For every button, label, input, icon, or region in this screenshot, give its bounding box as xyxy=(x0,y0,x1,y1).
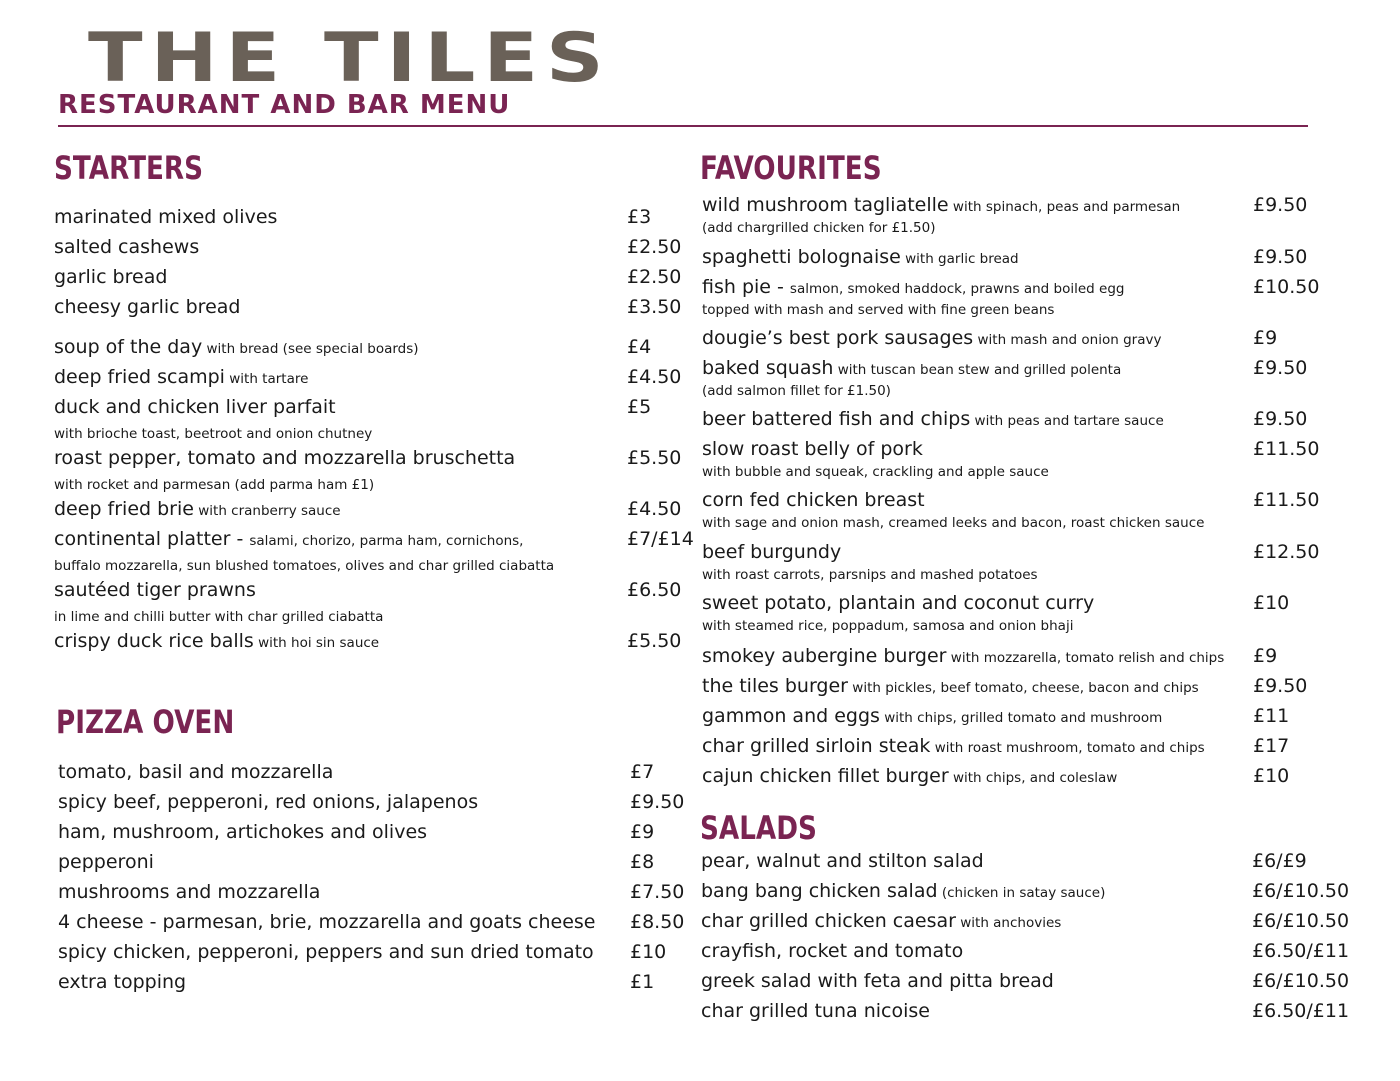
item-price: £1 xyxy=(630,971,655,993)
item-price: £11.50 xyxy=(1253,489,1320,511)
item-description: salami, chorizo, parma ham, cornichons, xyxy=(249,533,524,549)
item-name: sweet potato, plantain and coconut curry xyxy=(702,592,1095,614)
item-name: spaghetti bolognaise xyxy=(702,246,901,268)
item-price: £6/£10.50 xyxy=(1252,910,1350,932)
item-subtext: in lime and chilli butter with char grilled ciabatta xyxy=(54,609,384,625)
item-name: roast pepper, tomato and mozzarella bruschetta xyxy=(54,447,516,469)
item-subtext: (add salmon fillet for £1.50) xyxy=(702,383,891,399)
item-price: £2.50 xyxy=(627,236,682,258)
item-name: sautéed tiger prawns xyxy=(54,579,256,601)
menu-item xyxy=(702,763,1117,789)
item-name: corn fed chicken breast xyxy=(702,489,925,511)
item-name: char grilled chicken caesar xyxy=(701,910,956,932)
item-price: £9.50 xyxy=(630,791,685,813)
item-price: £5.50 xyxy=(627,447,682,469)
item-subtext: with roast carrots, parsnips and mashed potatoes xyxy=(702,567,1038,583)
item-name: char grilled tuna nicoise xyxy=(701,1000,930,1022)
menu-item xyxy=(58,939,594,965)
item-name: crispy duck rice balls xyxy=(54,630,254,652)
menu-item xyxy=(701,968,1054,994)
item-name: extra topping xyxy=(58,971,187,993)
menu-item xyxy=(702,274,1124,300)
menu-item xyxy=(54,445,515,471)
menu-item xyxy=(54,577,256,603)
item-name: the tiles burger xyxy=(702,675,848,697)
item-description: (chicken in satay sauce) xyxy=(937,885,1106,901)
item-subtext: buffalo mozzarella, sun blushed tomatoes, olives and char grilled ciabatta xyxy=(54,558,555,574)
item-name: ham, mushroom, artichokes and olives xyxy=(58,821,428,843)
item-price: £7 xyxy=(630,761,655,783)
item-description: with garlic bread xyxy=(900,251,1019,267)
menu-item xyxy=(58,819,427,845)
item-name: crayfish, rocket and tomato xyxy=(701,940,964,962)
item-description: with cranberry sauce xyxy=(193,503,341,519)
item-name: smokey aubergine burger xyxy=(702,645,947,667)
menu-subtitle: RESTAURANT AND BAR MENU xyxy=(58,90,511,120)
item-description: with bread (see special boards) xyxy=(202,341,419,357)
item-name: dougie’s best pork sausages xyxy=(702,327,974,349)
item-price: £7.50 xyxy=(630,881,685,903)
menu-item xyxy=(54,264,167,290)
item-name: pear, walnut and stilton salad xyxy=(701,850,984,872)
item-price: £8 xyxy=(630,851,655,873)
item-description: with anchovies xyxy=(955,915,1062,931)
menu-item xyxy=(54,364,308,390)
item-name: gammon and eggs xyxy=(702,705,880,727)
restaurant-name: THE TILES xyxy=(88,18,612,98)
favourites-heading: FAVOURITES xyxy=(700,149,882,187)
menu-item xyxy=(58,909,595,935)
item-price: £11 xyxy=(1253,705,1290,727)
item-description: with tartare xyxy=(224,371,309,387)
starters-heading: STARTERS xyxy=(54,149,204,187)
item-name: 4 cheese - parmesan, brie, mozzarella and goats cheese xyxy=(58,911,596,933)
item-price: £4 xyxy=(627,336,652,358)
item-name: spicy chicken, pepperoni, peppers and sun dried tomato xyxy=(58,941,594,963)
item-name: tomato, basil and mozzarella xyxy=(58,761,334,783)
menu-item xyxy=(701,848,984,874)
menu-item xyxy=(702,487,925,513)
menu-item xyxy=(54,526,523,552)
item-price: £10 xyxy=(1253,765,1290,787)
item-subtext: with rocket and parmesan (add parma ham £1) xyxy=(54,477,375,493)
item-price: £17 xyxy=(1253,735,1290,757)
item-price: £4.50 xyxy=(627,366,682,388)
menu-item xyxy=(54,394,336,420)
item-name: continental platter - xyxy=(54,528,250,550)
item-description: salmon, smoked haddock, prawns and boiled egg xyxy=(789,281,1125,297)
item-name: salted cashews xyxy=(54,236,200,258)
item-name: spicy beef, pepperoni, red onions, jalapenos xyxy=(58,791,479,813)
item-price: £2.50 xyxy=(627,266,682,288)
item-price: £5.50 xyxy=(627,630,682,652)
item-subtext: with steamed rice, poppadum, samosa and onion bhaji xyxy=(702,618,1074,634)
menu-item xyxy=(701,878,1105,904)
menu-item xyxy=(58,879,320,905)
menu-item xyxy=(702,539,841,565)
item-price: £3.50 xyxy=(627,296,682,318)
item-name: wild mushroom tagliatelle xyxy=(702,194,949,216)
item-price: £6/£9 xyxy=(1252,850,1307,872)
item-name: cajun chicken fillet burger xyxy=(702,765,949,787)
item-price: £12.50 xyxy=(1253,541,1320,563)
item-name: char grilled sirloin steak xyxy=(702,735,931,757)
item-price: £10 xyxy=(1253,592,1290,614)
menu-item xyxy=(702,355,1121,381)
item-price: £8.50 xyxy=(630,911,685,933)
menu-item xyxy=(702,192,1180,218)
item-price: £4.50 xyxy=(627,498,682,520)
item-name: greek salad with feta and pitta bread xyxy=(701,970,1054,992)
pizza-heading: PIZZA OVEN xyxy=(56,703,235,741)
menu-item xyxy=(702,436,923,462)
menu-item xyxy=(58,969,186,995)
item-subtext: with brioche toast, beetroot and onion chutney xyxy=(54,426,373,442)
item-description: with chips, and coleslaw xyxy=(948,770,1118,786)
item-name: beer battered fish and chips xyxy=(702,408,971,430)
menu-item xyxy=(701,938,963,964)
menu-item xyxy=(702,643,1224,669)
item-description: with mash and onion gravy xyxy=(973,332,1162,348)
item-name: baked squash xyxy=(702,357,834,379)
item-subtext: with bubble and squeak, crackling and apple sauce xyxy=(702,464,1049,480)
item-name: duck and chicken liver parfait xyxy=(54,396,336,418)
menu-item xyxy=(702,703,1162,729)
salads-heading: SALADS xyxy=(700,809,817,847)
item-subtext: with sage and onion mash, creamed leeks and bacon, roast chicken sauce xyxy=(702,515,1205,531)
item-name: garlic bread xyxy=(54,266,168,288)
menu-item xyxy=(54,204,277,230)
item-price: £9.50 xyxy=(1253,675,1308,697)
item-subtext: topped with mash and served with fine green beans xyxy=(702,302,1055,318)
item-price: £7/£14 xyxy=(627,528,694,550)
item-name: beef burgundy xyxy=(702,541,842,563)
item-subtext: (add chargrilled chicken for £1.50) xyxy=(702,220,936,236)
item-price: £9.50 xyxy=(1253,246,1308,268)
item-name: marinated mixed olives xyxy=(54,206,278,228)
item-price: £9.50 xyxy=(1253,194,1308,216)
menu-item xyxy=(702,406,1164,432)
header-divider xyxy=(58,125,1308,127)
menu-item xyxy=(702,673,1199,699)
menu-item xyxy=(54,294,240,320)
item-price: £10.50 xyxy=(1253,276,1320,298)
menu-item xyxy=(54,628,379,654)
item-price: £6.50 xyxy=(627,579,682,601)
item-name: slow roast belly of pork xyxy=(702,438,923,460)
menu-item xyxy=(701,908,1061,934)
item-price: £9.50 xyxy=(1253,357,1308,379)
menu-item xyxy=(702,244,1019,270)
menu-item xyxy=(54,496,341,522)
item-price: £5 xyxy=(627,396,652,418)
item-price: £10 xyxy=(630,941,667,963)
menu-item xyxy=(58,759,333,785)
item-name: cheesy garlic bread xyxy=(54,296,241,318)
item-description: with mozzarella, tomato relish and chips xyxy=(946,650,1225,666)
item-description: with roast mushroom, tomato and chips xyxy=(930,740,1205,756)
menu-item xyxy=(58,789,478,815)
item-price: £9 xyxy=(1253,645,1278,667)
item-name: deep fried brie xyxy=(54,498,194,520)
item-price: £3 xyxy=(627,206,652,228)
item-price: £9 xyxy=(1253,327,1278,349)
item-price: £6.50/£11 xyxy=(1252,1000,1350,1022)
menu-item xyxy=(702,325,1161,351)
item-description: with peas and tartare sauce xyxy=(970,413,1164,429)
item-description: with tuscan bean stew and grilled polenta xyxy=(833,362,1122,378)
item-price: £6/£10.50 xyxy=(1252,880,1350,902)
item-name: bang bang chicken salad xyxy=(701,880,938,902)
menu-item xyxy=(702,590,1094,616)
item-name: pepperoni xyxy=(58,851,154,873)
item-description: with hoi sin sauce xyxy=(253,635,380,651)
menu-item xyxy=(701,998,930,1024)
menu-item xyxy=(54,234,199,260)
item-price: £11.50 xyxy=(1253,438,1320,460)
item-name: mushrooms and mozzarella xyxy=(58,881,321,903)
item-description: with pickles, beef tomato, cheese, bacon and chips xyxy=(848,680,1199,696)
item-name: deep fried scampi xyxy=(54,366,225,388)
menu-item xyxy=(702,733,1205,759)
item-description: with chips, grilled tomato and mushroom xyxy=(879,710,1163,726)
item-name: fish pie - xyxy=(702,276,790,298)
menu-item xyxy=(54,334,419,360)
item-price: £6.50/£11 xyxy=(1252,940,1350,962)
item-description: with spinach, peas and parmesan xyxy=(948,199,1181,215)
item-name: soup of the day xyxy=(54,336,203,358)
item-price: £9.50 xyxy=(1253,408,1308,430)
item-price: £9 xyxy=(630,821,655,843)
menu-item xyxy=(58,849,154,875)
item-price: £6/£10.50 xyxy=(1252,970,1350,992)
